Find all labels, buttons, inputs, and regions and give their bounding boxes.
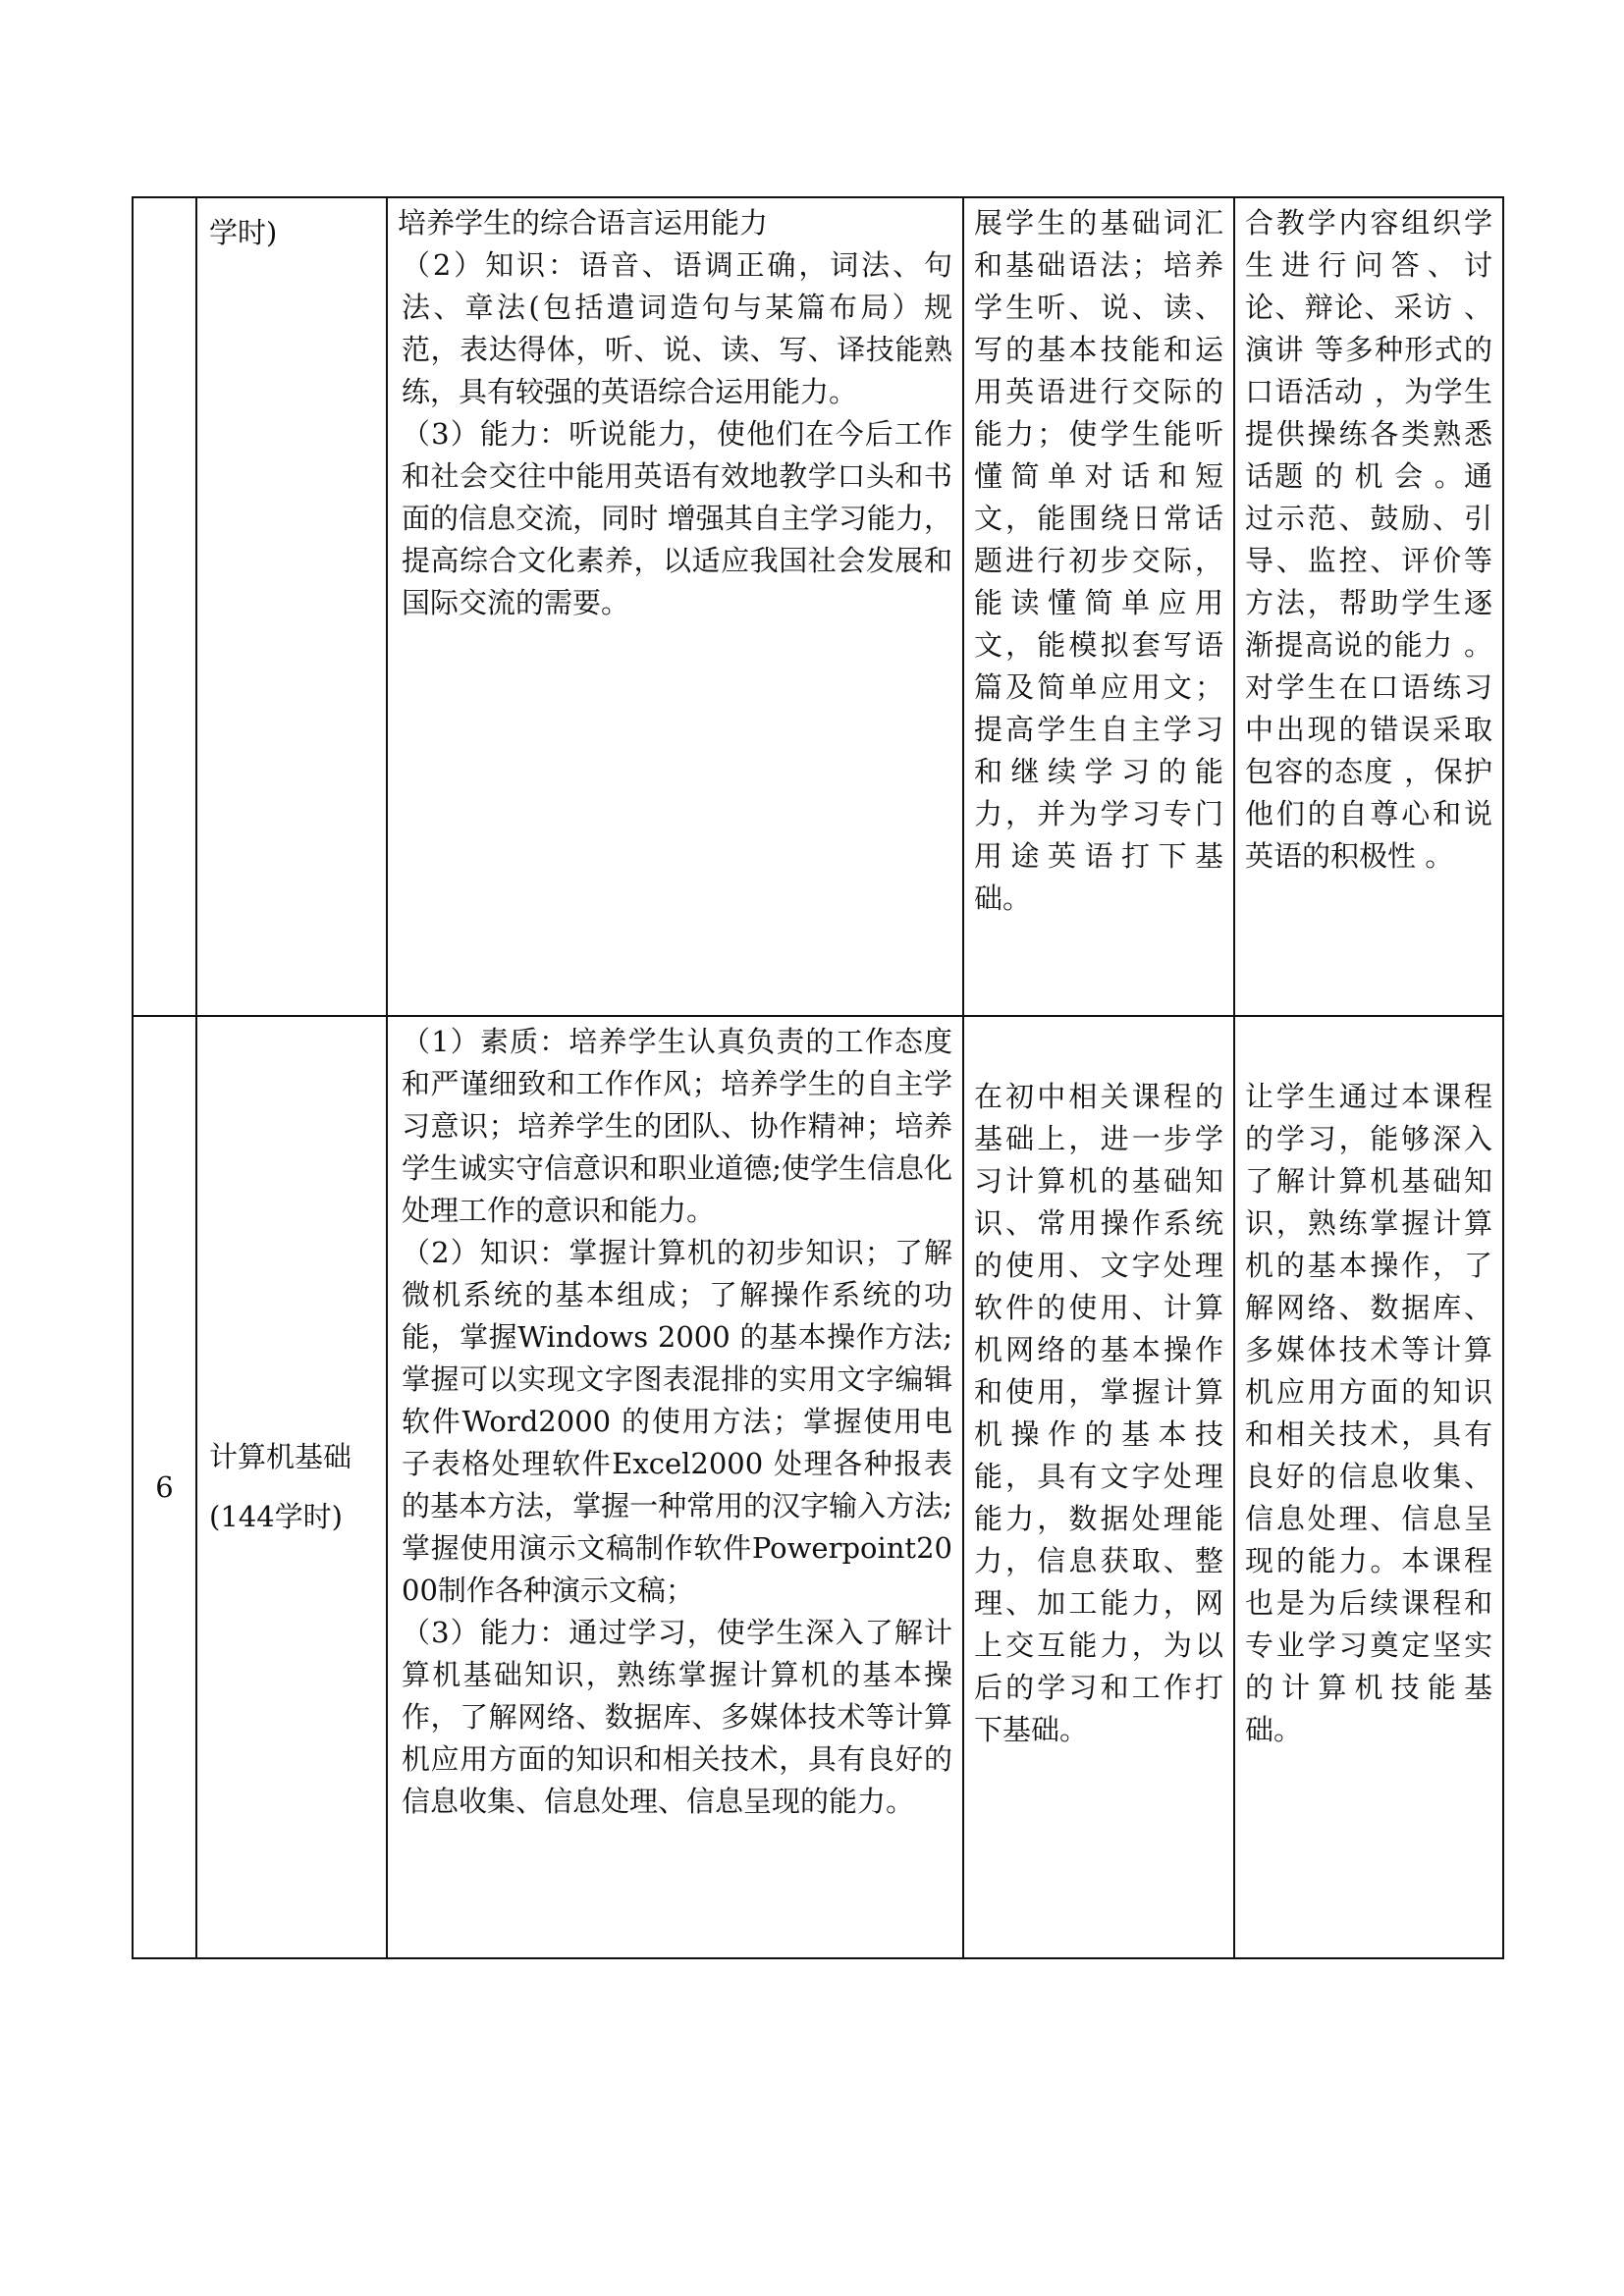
course-content-cell: [963, 1016, 1234, 1958]
row-number-cell: 6: [133, 1016, 196, 1958]
goal-paragraph: （1）素质：培养学生认真负责的工作态度和严谨细致和工作作风；培养学生的自主学习意识；培养学生的团队、协作精神；培养学生诚实守信意识和职业道德;使学生信息化处理工作的意识和能力。: [402, 1025, 952, 1227]
teaching-method-cell: [1234, 1016, 1503, 1958]
method-text: 让学生通过本课程的学习，能够深入了解计算机基础知识，熟练掌握计算机的基本操作，了解网络、数据库、多媒体技术等计算机应用方面的知识和相关技术，具有良好的信息收集、信息处理、信息呈现的能力。本课程也是为后续课程和专业学习奠定坚实的计算机技能基础。: [1245, 1080, 1492, 1746]
course-goals-cell: [387, 197, 963, 1016]
goal-paragraph: 培养学生的综合语言运用能力: [398, 206, 769, 240]
course-content-cell: [963, 197, 1234, 1016]
content-text: 展学生的基础词汇和基础语法；培养学生听、说、读、写的基本技能和运用英语进行交际的能力；使学生能听懂简单对话和短文，能围绕日常话题进行初步交际，能读懂简单应用文，能模拟套写语篇及简单应用文；提高学生自主学习和继续学习的能力，并为学习专门用途英语打下基础。: [974, 206, 1223, 915]
teaching-method-cell: [1234, 197, 1503, 1016]
course-goals-cell: [387, 1016, 963, 1958]
row-number-cell: [133, 197, 196, 1016]
goal-paragraph: （2）知识：语音、语调正确，词法、句法、章法(包括遣词造句与某篇布局）规范，表达得体，听、说、读、写、译技能熟练，具有较强的英语综合运用能力。: [402, 248, 952, 408]
course-name-cell: 计算机基础 (144学时): [196, 1016, 387, 1958]
table-row: [133, 1016, 1503, 1958]
goal-paragraph: （3）能力：听说能力，使他们在今后工作和社会交往中能用英语有效地教学口头和书面的信息交流，同时 增强其自主学习能力，提高综合文化素养，以适应我国社会发展和国际交流的需要。: [402, 417, 952, 619]
course-name-cell: 学时): [196, 197, 387, 1016]
table-row: [133, 197, 1503, 1016]
goal-paragraph: （3）能力：通过学习，使学生深入了解计算机基础知识，熟练掌握计算机的基本操作，了解网络、数据库、多媒体技术等计算机应用方面的知识和相关技术，具有良好的信息收集、信息处理、信息呈现的能力。: [402, 1616, 952, 1818]
content-text: 在初中相关课程的基础上，进一步学习计算机的基础知识、常用操作系统的使用、文字处理软件的使用、计算机网络的基本操作和使用，掌握计算机操作的基本技能，具有文字处理能力，数据处理能力，信息获取、整理、加工能力，网上交互能力，为以后的学习和工作打下基础。: [974, 1080, 1223, 1746]
course-table: [132, 196, 1504, 1959]
method-text: 合教学内容组织学生进行问答、讨论、辩论、采访 、演讲 等多种形式的口语活动 ，为学生提供操练各类熟悉话题 的 机 会 。通过示范、鼓励、引导、监控、评价等方法，帮助学生逐渐提高说的能力 。 对学生在口语练习中出现的错误采取包容的态度 ，保护他们的自尊心和说英语的积极性 。: [1245, 206, 1492, 873]
goal-paragraph: （2）知识：掌握计算机的初步知识；了解微机系统的基本组成；了解操作系统的功能，掌握Windows 2000 的基本操作方法;掌握可以实现文字图表混排的实用文字编辑软件Word2000 的使用方法；掌握使用电子表格处理软件Excel2000 处理各种报表的基本方法，掌握一种常用的汉字输入方法;掌握使用演示文稿制作软件Powerpoint2000制作各种演示文稿；: [402, 1236, 952, 1607]
